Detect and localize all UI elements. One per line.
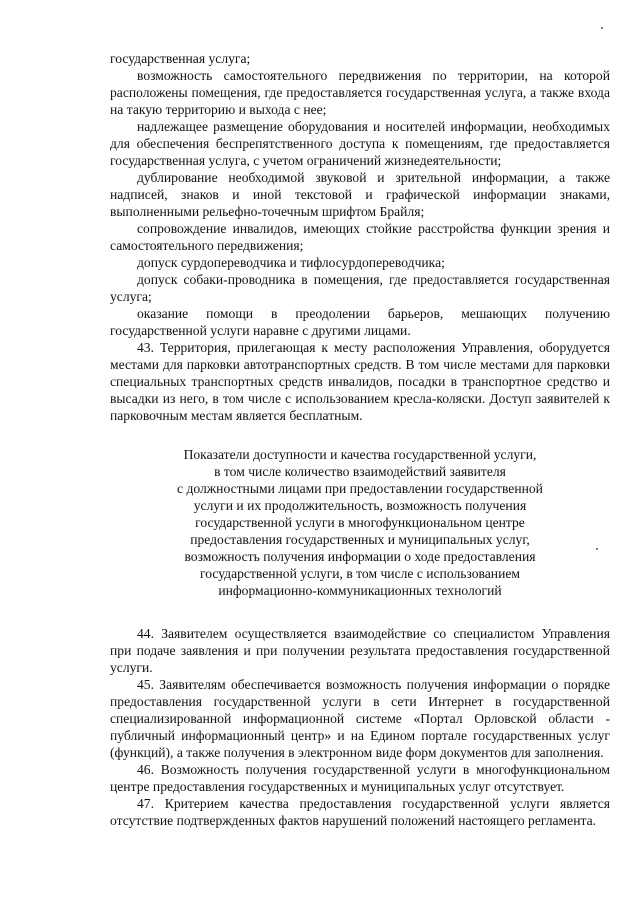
paragraph-44: 44. Заявителем осуществляется взаимодействие со специалистом Управления при подаче заявления и при получении результата предоставления государственной услуги. [110,626,610,675]
paragraph-46: 46. Возможность получения государственной услуги в многофункциональном центре предоставления государственных и муниципальных услуг отсутствует. [110,762,610,794]
paragraph: возможность самостоятельного передвижения по территории, на которой расположены помещения, где предоставляется государственная услуга, а также входа на такую территорию и выхода с нее; [110,68,610,117]
heading-line: с должностными лицами при предоставлении государственной [177,481,543,496]
paragraph: допуск собаки-проводника в помещения, где предоставляется государственная услуга; [110,272,610,304]
paragraph: дублирование необходимой звуковой и зрительной информации, а также надписей, знаков и иной текстовой и графической информации знаками, выполненными рельефно-точечным шрифтом Брайля; [110,170,610,219]
paragraph: оказание помощи в преодолении барьеров, мешающих получению государственной услуги наравне с другими лицами. [110,306,610,338]
list-continuation [110,50,610,424]
paragraph: сопровождение инвалидов, имеющих стойкие расстройства функции зрения и самостоятельного передвижения; [110,221,610,253]
heading-line: услуги и их продолжительность, возможность получения [193,498,527,513]
heading-line: предоставления государственных и муниципальных услуг, [190,532,530,547]
paragraph: допуск сурдопереводчика и тифлосурдопереводчика; [137,255,445,270]
heading-line: возможность получения информации о ходе предоставления [184,549,536,564]
paragraph-47: 47. Критерием качества предоставления государственной услуги является отсутствие подтвержденных фактов нарушений положений настоящего регламента. [110,796,610,828]
scan-speck [601,27,603,29]
heading-line: Показатели доступности и качества государственной услуги, [183,447,537,462]
paragraph: государственная услуга; [110,51,251,66]
paragraph: надлежащее размещение оборудования и носителей информации, необходимых для обеспечения беспрепятственного доступа к помещениям, где предоставляется государственная услуга, с учетом ограничений жизнедеятельности; [110,119,610,168]
heading-line: информационно-коммуникационных технологий [218,583,502,598]
section-heading [110,446,610,599]
heading-line: государственной услуги, в том числе с использованием [200,566,520,581]
heading-line: в том числе количество взаимодействий заявителя [214,464,506,479]
numbered-paragraphs [110,625,610,829]
paragraph-45: 45. Заявителям обеспечивается возможность получения информации о порядке предоставления государственной услуги в сети Интернет в государственной специализированной информационной системе «Портал Орловской области - публичный информационный центр» и на Едином портале государственных услуг (функций), а также получения в электронном виде форм документов для заполнения. [110,677,610,760]
paragraph-43: 43. Территория, прилегающая к месту расположения Управления, оборудуется местами для парковки автотранспортных средств. В том числе местами для парковки специальных транспортных средств инвалидов, посадки в транспортное средство и высадки из него, в том числе с использованием кресла-коляски. Доступ заявителей к парковочным местам является бесплатным. [110,340,610,423]
heading-line: государственной услуги в многофункциональном центре [195,515,525,530]
scan-speck [596,548,598,550]
